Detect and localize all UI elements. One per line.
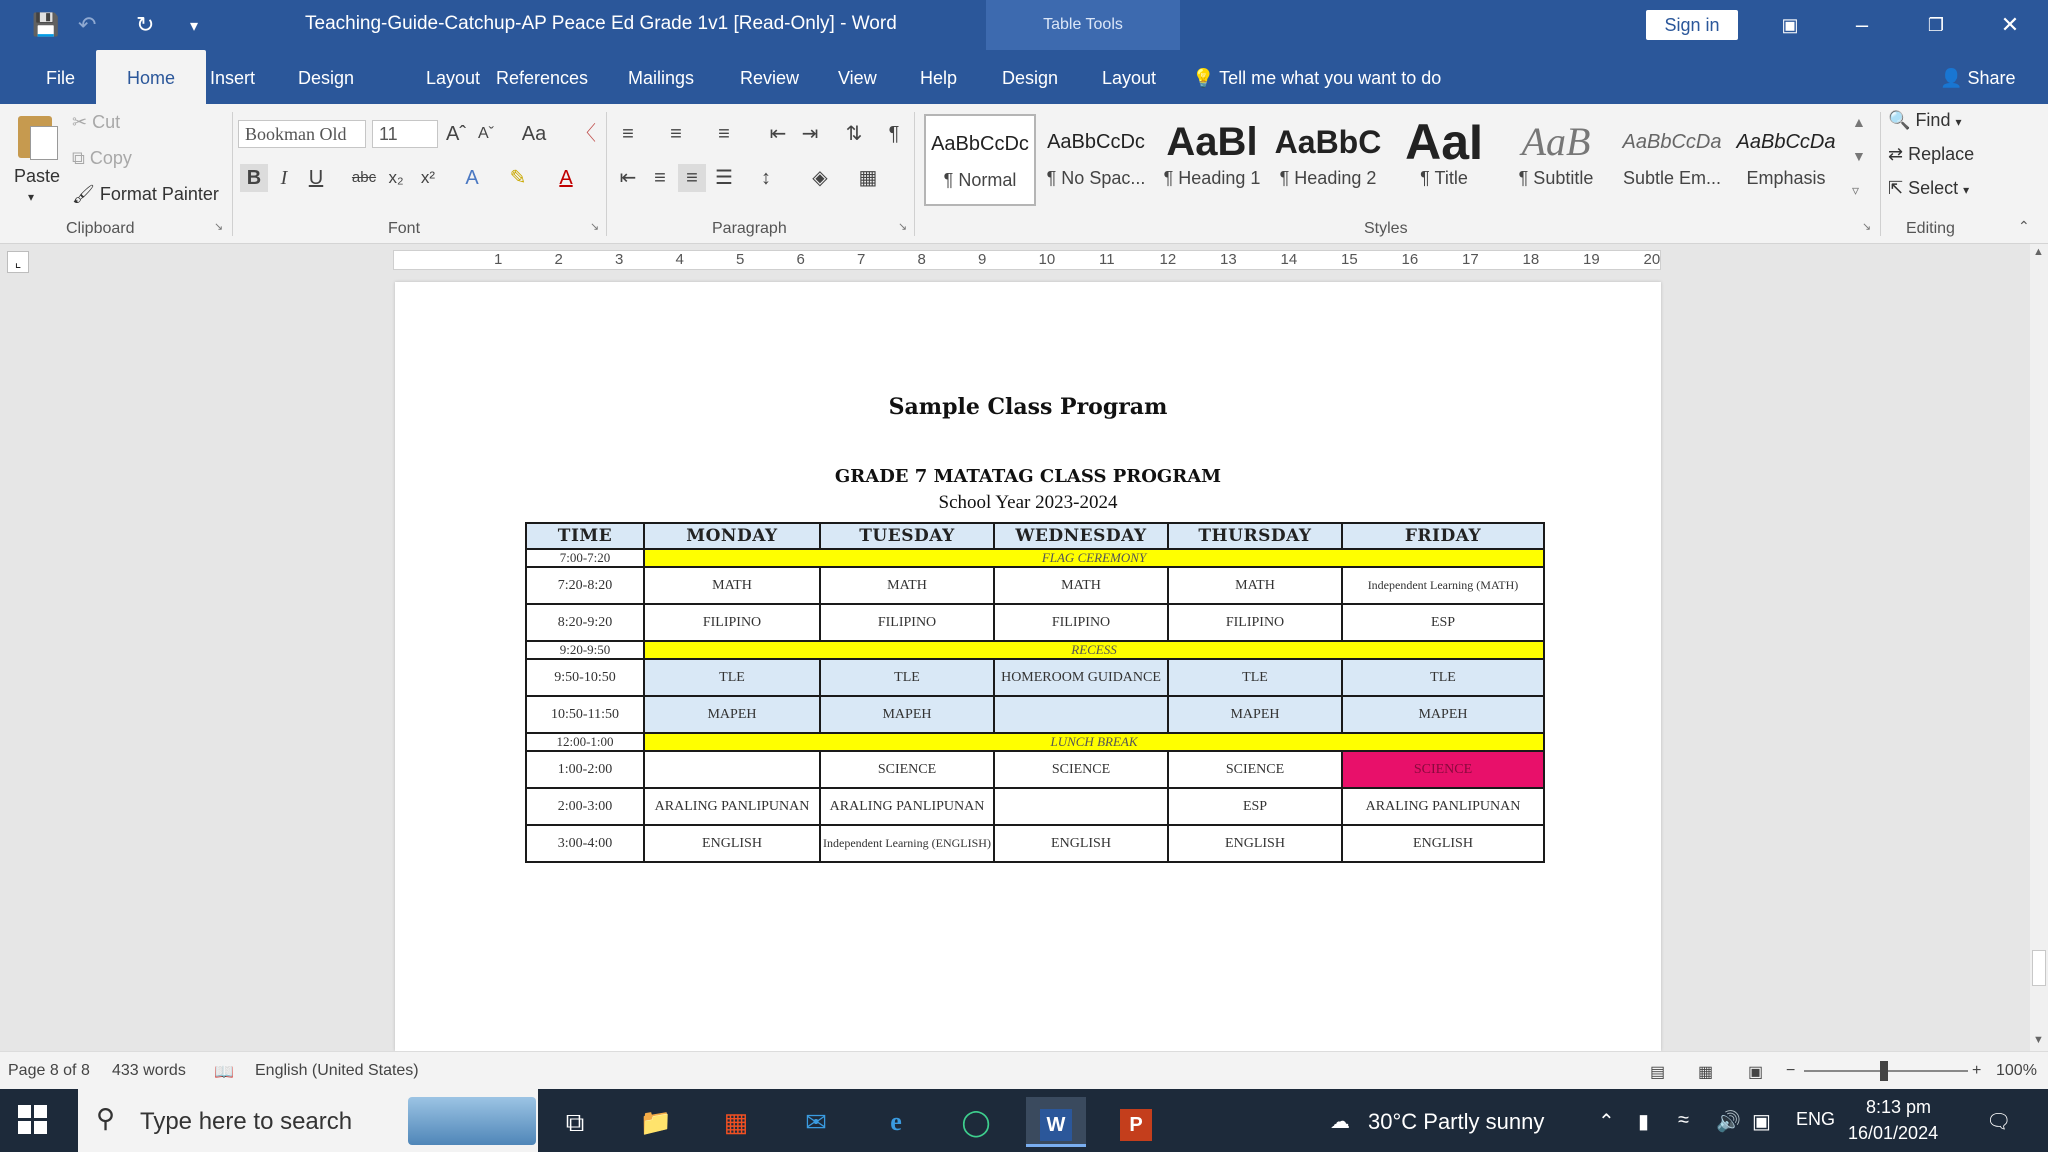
status-bar (0, 1051, 2048, 1089)
tab-insert[interactable]: Insert (210, 68, 256, 88)
taskbar-search-box[interactable] (78, 1089, 538, 1152)
ruler-number: 4 (675, 251, 684, 268)
zoom-out-icon[interactable]: − (1786, 1062, 1796, 1079)
styles-scroll-down-icon[interactable]: ▼ (1852, 148, 1866, 164)
vertical-scrollbar[interactable] (2030, 244, 2048, 1051)
ruler-number: 1 (494, 251, 503, 268)
school-year: School Year 2023-2024 (938, 492, 1118, 513)
grow-font-icon[interactable]: Aˆ (446, 123, 466, 145)
subject-cell[interactable]: SCIENCE (1168, 751, 1342, 788)
divider (1880, 112, 1881, 236)
subject-cell[interactable]: ENGLISH (1168, 825, 1342, 862)
save-icon[interactable]: 💾 (32, 12, 60, 37)
windows-start-icon[interactable] (18, 1105, 48, 1135)
scroll-down-icon[interactable]: ▼ (2033, 1034, 2044, 1046)
time-cell[interactable]: 7:00-7:20 (526, 549, 644, 567)
style-preview: AaBbCcDc (931, 133, 1029, 155)
tell-me-label: Tell me what you want to do (1219, 68, 1442, 88)
word-logo: W (1040, 1109, 1072, 1141)
font-launcher-icon[interactable]: ↘ (590, 221, 600, 233)
subject-cell[interactable]: ESP (1342, 604, 1544, 641)
ruler-number: 5 (736, 251, 745, 268)
time-cell[interactable]: 10:50-11:50 (526, 696, 644, 733)
find-button[interactable] (1888, 110, 1962, 131)
table-row (526, 788, 1544, 825)
styles-more-icon[interactable]: ▿ (1852, 182, 1860, 198)
search-placeholder: Type here to search (140, 1108, 353, 1135)
column-header[interactable]: TUESDAY (820, 523, 994, 549)
font-label: Font (388, 220, 421, 237)
edge-icon[interactable]: ◯ (961, 1107, 991, 1137)
brush-icon: 🖌 (72, 184, 95, 204)
ribbon (0, 104, 2048, 244)
subject-cell[interactable]: ENGLISH (644, 825, 820, 862)
ribbon-tabs (0, 50, 2048, 104)
cut-label: Cut (92, 112, 121, 132)
clipboard-label: Clipboard (66, 220, 135, 237)
style-emphasis[interactable] (1730, 114, 1842, 206)
style-subtitle[interactable] (1500, 114, 1612, 206)
scroll-thumb[interactable] (2032, 950, 2046, 986)
tab-home[interactable]: Home (96, 50, 206, 104)
subject-cell[interactable]: HOMEROOM GUIDANCE (994, 659, 1168, 696)
clear-formatting-icon[interactable]: 〈 (576, 123, 596, 145)
subject-cell[interactable] (644, 751, 820, 788)
style-preview: AaB (1521, 119, 1591, 164)
paste-dropdown-icon[interactable]: ▾ (28, 190, 35, 204)
time-cell[interactable]: 3:00-4:00 (526, 825, 644, 862)
copy-button[interactable] (72, 148, 132, 169)
time-cell[interactable]: 1:00-2:00 (526, 751, 644, 788)
subject-cell[interactable]: MATH (1168, 567, 1342, 604)
subject-cell[interactable]: ARALING PANLIPUNAN (1342, 788, 1544, 825)
wifi-icon[interactable]: ≈ (1678, 1109, 1689, 1131)
lightbulb-icon: 💡 (1192, 68, 1215, 88)
subject-cell[interactable]: ESP (1168, 788, 1342, 825)
chevron-down-icon: ▾ (1963, 183, 1970, 197)
subject-cell[interactable] (994, 696, 1168, 733)
column-header[interactable]: TIME (526, 523, 644, 549)
subject-cell[interactable]: SCIENCE (1342, 751, 1544, 788)
style-preview: AaBbCcDc (1047, 131, 1145, 153)
time-cell[interactable]: 9:50-10:50 (526, 659, 644, 696)
replace-button[interactable] (1888, 144, 1974, 165)
close-button[interactable]: ✕ (2000, 12, 2020, 37)
styles-scroll-up-icon[interactable]: ▲ (1852, 114, 1866, 130)
style-name: ¶ Title (1420, 168, 1468, 188)
select-label: Select (1908, 178, 1959, 198)
subject-cell[interactable]: TLE (1168, 659, 1342, 696)
style-name: ¶ Heading 2 (1279, 168, 1377, 188)
table-row (526, 751, 1544, 788)
show-formatting-icon[interactable]: ¶ (888, 123, 900, 145)
zoom-slider-thumb[interactable] (1880, 1061, 1888, 1081)
tab-references[interactable]: References (496, 68, 589, 88)
ruler-number: 18 (1522, 251, 1540, 268)
time-cell[interactable]: 9:20-9:50 (526, 641, 644, 659)
select-button[interactable] (1888, 178, 1969, 199)
format-painter-button[interactable] (72, 184, 219, 205)
table-tools-label: Table Tools (986, 0, 1180, 50)
share-label: Share (1967, 68, 2016, 88)
scroll-up-icon[interactable]: ▲ (2033, 246, 2044, 258)
powerpoint-logo: P (1120, 1109, 1152, 1141)
person-icon: 👤 (1940, 68, 1963, 88)
document-area (0, 276, 2030, 1051)
search-highlight-image (408, 1097, 536, 1145)
read-mode-icon[interactable]: ▤ (1650, 1064, 1666, 1081)
decrease-indent-icon[interactable]: ⇤ (769, 123, 787, 145)
style-preview: AaBbCcDa (1736, 131, 1836, 153)
table-header-row (526, 523, 1544, 549)
microsoft-store-icon[interactable]: ▦ (723, 1107, 749, 1137)
styles-launcher-icon[interactable]: ↘ (1862, 221, 1872, 233)
change-case-button[interactable]: Aa (521, 123, 547, 145)
ribbon-display-options-icon[interactable]: ▣ (1781, 15, 1799, 35)
style-heading-2[interactable] (1272, 114, 1384, 206)
column-header[interactable]: MONDAY (644, 523, 820, 549)
subject-cell[interactable]: FILIPINO (820, 604, 994, 641)
subject-cell[interactable]: MATH (820, 567, 994, 604)
subject-cell[interactable]: MATH (994, 567, 1168, 604)
styles-label: Styles (1364, 220, 1408, 237)
volume-icon[interactable]: 🔊 (1716, 1111, 1741, 1133)
find-label: Find (1915, 110, 1951, 130)
style-no-spacing[interactable] (1040, 114, 1152, 206)
subject-cell[interactable]: ENGLISH (1342, 825, 1544, 862)
break-band-cell[interactable]: LUNCH BREAK (644, 733, 1544, 751)
clipboard-launcher-icon[interactable]: ↘ (214, 221, 224, 233)
taskbar (0, 1089, 2048, 1152)
subject-cell[interactable]: ARALING PANLIPUNAN (644, 788, 820, 825)
subject-cell[interactable]: MAPEH (644, 696, 820, 733)
subject-cell[interactable]: TLE (820, 659, 994, 696)
time-cell[interactable]: 2:00-3:00 (526, 788, 644, 825)
zoom-level[interactable]: 100% (1996, 1062, 2037, 1079)
subject-cell[interactable]: FILIPINO (994, 604, 1168, 641)
document-page[interactable] (395, 282, 1661, 1051)
ruler-number: 11 (1099, 251, 1115, 268)
column-header[interactable]: WEDNESDAY (994, 523, 1168, 549)
ruler-number: 15 (1341, 251, 1358, 268)
word-count[interactable]: 433 words (112, 1062, 186, 1079)
table-row (526, 696, 1544, 733)
notifications-icon[interactable]: 🗨 (1986, 1111, 2012, 1133)
subject-cell[interactable]: MATH (644, 567, 820, 604)
paragraph-launcher-icon[interactable]: ↘ (898, 221, 908, 233)
ruler-area (0, 244, 2048, 276)
numbering-icon[interactable]: ≡ (670, 123, 682, 145)
restore-button[interactable]: ❐ (1927, 15, 1945, 35)
minimize-button[interactable]: – (1855, 12, 1869, 37)
italic-icon[interactable]: I (280, 167, 288, 189)
line-spacing-icon[interactable]: ↕ (761, 167, 771, 189)
align-center-icon[interactable]: ≡ (654, 167, 666, 189)
word-icon[interactable] (1026, 1097, 1086, 1147)
justify-icon[interactable]: ☰ (715, 167, 733, 189)
bullets-icon[interactable]: ≡ (622, 123, 634, 145)
replace-icon: ⇄ (1888, 144, 1904, 164)
weather-icon[interactable]: ☁ (1330, 1111, 1350, 1133)
mail-icon[interactable]: ✉ (805, 1107, 827, 1137)
divider (232, 112, 233, 236)
style-name: ¶ Heading 1 (1163, 168, 1261, 188)
undo-icon[interactable]: ↶ (78, 12, 97, 37)
ruler-number: 19 (1583, 251, 1600, 268)
title-bar (0, 0, 2048, 50)
tab-review[interactable]: Review (740, 68, 800, 88)
align-right-icon[interactable]: ≡ (678, 164, 706, 192)
subject-cell[interactable]: MAPEH (1342, 696, 1544, 733)
replace-label: Replace (1908, 144, 1975, 164)
subject-cell[interactable]: FILIPINO (644, 604, 820, 641)
tab-mailings[interactable]: Mailings (628, 68, 695, 88)
tab-table-design[interactable]: Design (1002, 68, 1059, 88)
task-view-icon[interactable]: ⧉ (565, 1107, 585, 1137)
tab-layout[interactable]: Layout (426, 68, 481, 88)
font-size-input[interactable]: 11 (372, 120, 438, 148)
style-title[interactable] (1388, 114, 1500, 206)
ruler-number: 13 (1220, 251, 1237, 268)
horizontal-ruler[interactable] (393, 250, 1661, 270)
table-row (526, 567, 1544, 604)
tab-table-layout[interactable]: Layout (1102, 68, 1157, 88)
cursor-icon: ⇱ (1888, 178, 1904, 198)
customize-qat-icon[interactable]: ▾ (190, 18, 199, 35)
divider (606, 112, 607, 236)
time-cell[interactable]: 7:20-8:20 (526, 567, 644, 604)
style-preview: AaBbCcDa (1622, 131, 1722, 153)
subject-cell[interactable]: MAPEH (1168, 696, 1342, 733)
web-layout-icon[interactable]: ▣ (1748, 1064, 1764, 1081)
text-effects-icon[interactable]: A (465, 167, 479, 189)
subject-cell[interactable]: ARALING PANLIPUNAN (820, 788, 994, 825)
copy-label: Copy (89, 148, 132, 168)
sort-icon[interactable]: ⇅ (845, 123, 863, 145)
ruler-number: 7 (857, 251, 866, 268)
format-painter-label: Format Painter (99, 184, 219, 204)
style-preview: AaBl (1166, 120, 1258, 164)
show-hidden-icons[interactable]: ⌃ (1598, 1111, 1615, 1133)
input-language[interactable]: ENG (1796, 1109, 1836, 1129)
ruler-number: 16 (1401, 251, 1419, 268)
style-normal[interactable] (924, 114, 1036, 206)
style-preview: AaI (1405, 114, 1483, 168)
ruler-number: 10 (1038, 251, 1056, 268)
shading-icon[interactable]: ◈ (812, 167, 828, 189)
time-cell[interactable]: 12:00-1:00 (526, 733, 644, 751)
update-icon[interactable]: ▣ (1752, 1111, 1771, 1133)
paragraph-label: Paragraph (712, 220, 787, 237)
superscript-icon[interactable]: x² (420, 168, 436, 187)
tab-help[interactable]: Help (920, 68, 958, 88)
tab-selector-icon[interactable]: ⌞ (7, 251, 29, 273)
subject-cell[interactable]: TLE (1342, 659, 1544, 696)
clock-time[interactable]: 8:13 pm (1866, 1097, 1932, 1117)
cut-button[interactable] (72, 112, 120, 133)
window-title: Teaching-Guide-Catchup-AP Peace Ed Grade 1v1 [Read-Only] - Word (305, 13, 897, 34)
collapse-ribbon-icon[interactable]: ⌃ (2018, 218, 2030, 234)
sign-in-button[interactable]: Sign in (1646, 10, 1738, 40)
subject-cell[interactable]: TLE (644, 659, 820, 696)
style-name: Subtle Em... (1622, 168, 1722, 188)
subject-cell[interactable]: MAPEH (820, 696, 994, 733)
highlight-icon[interactable]: ✎ (509, 167, 527, 189)
font-name-input[interactable]: Bookman Old (238, 120, 366, 148)
proofing-icon[interactable]: 📖 (214, 1064, 234, 1081)
file-explorer-icon[interactable]: 📁 (639, 1107, 673, 1137)
subject-cell[interactable]: Independent Learning (ENGLISH) (820, 825, 994, 862)
subject-cell[interactable] (994, 788, 1168, 825)
language-indicator[interactable]: English (United States) (255, 1062, 419, 1079)
style-name: ¶ Subtitle (1518, 168, 1594, 188)
increase-indent-icon[interactable]: ⇥ (801, 123, 819, 145)
table-row (526, 733, 1544, 751)
ruler-number: 6 (796, 251, 805, 268)
tell-me-search[interactable] (1192, 50, 1441, 104)
table-row (526, 825, 1544, 862)
redo-icon[interactable]: ↻ (136, 12, 155, 37)
time-cell[interactable]: 8:20-9:20 (526, 604, 644, 641)
subject-cell[interactable]: FILIPINO (1168, 604, 1342, 641)
table-row (526, 641, 1544, 659)
break-band-cell[interactable]: RECESS (644, 641, 1544, 659)
shrink-font-icon[interactable]: Aˇ (478, 125, 494, 142)
paste-button[interactable]: Paste (14, 166, 61, 186)
subject-cell[interactable]: SCIENCE (994, 751, 1168, 788)
align-left-icon[interactable]: ⇤ (619, 167, 637, 189)
subject-cell[interactable]: ENGLISH (994, 825, 1168, 862)
ruler-number: 12 (1159, 251, 1177, 268)
editing-label: Editing (1906, 220, 1955, 237)
copy-icon: ⧉ (72, 148, 85, 168)
column-header[interactable]: THURSDAY (1168, 523, 1342, 549)
style-subtle-emphasis[interactable] (1616, 114, 1728, 206)
ruler-number: 3 (615, 251, 624, 268)
share-button[interactable] (1940, 50, 2015, 104)
internet-explorer-icon[interactable]: e (890, 1107, 902, 1136)
tab-design[interactable]: Design (298, 68, 355, 88)
search-icon: ⚲ (96, 1103, 116, 1133)
subscript-icon[interactable]: x₂ (388, 168, 404, 187)
clock-date[interactable]: 16/01/2024 (1848, 1123, 1939, 1143)
zoom-in-icon[interactable]: + (1972, 1062, 1982, 1079)
ruler-number: 9 (978, 251, 987, 268)
multilevel-list-icon[interactable]: ≡ (718, 123, 730, 145)
ruler-number: 2 (554, 251, 563, 268)
column-header[interactable]: FRIDAY (1342, 523, 1544, 549)
weather-text[interactable]: 30°C Partly sunny (1368, 1109, 1545, 1134)
strikethrough-icon[interactable]: abc (351, 169, 377, 186)
style-name: Emphasis (1746, 168, 1826, 188)
scissors-icon: ✂ (72, 112, 88, 132)
table-row (526, 549, 1544, 567)
subject-cell[interactable]: Independent Learning (MATH) (1342, 567, 1544, 604)
ruler-number: 17 (1462, 251, 1479, 268)
underline-icon[interactable]: U (308, 167, 324, 189)
style-name: ¶ Normal (943, 170, 1017, 190)
bold-icon[interactable]: B (240, 164, 268, 192)
table-row (526, 604, 1544, 641)
ruler-number: 20 (1643, 251, 1661, 268)
tab-view[interactable]: View (838, 68, 877, 88)
borders-icon[interactable]: ▦ (858, 167, 878, 189)
style-name: ¶ No Spac... (1046, 168, 1146, 188)
program-title: GRADE 7 MATATAG CLASS PROGRAM (834, 466, 1222, 487)
battery-icon[interactable]: ▮ (1638, 1111, 1650, 1133)
ruler-number: 14 (1280, 251, 1298, 268)
chevron-down-icon: ▾ (1955, 115, 1962, 129)
print-layout-icon[interactable]: ▦ (1698, 1064, 1714, 1081)
powerpoint-icon[interactable] (1106, 1097, 1166, 1147)
break-band-cell[interactable]: FLAG CEREMONY (644, 549, 1544, 567)
table-row (526, 659, 1544, 696)
divider (914, 112, 915, 236)
subject-cell[interactable]: SCIENCE (820, 751, 994, 788)
tab-file[interactable]: File (46, 68, 76, 88)
style-preview: AaBbC (1274, 124, 1382, 160)
class-schedule-table[interactable] (525, 522, 1545, 863)
page-heading: Sample Class Program (888, 394, 1168, 420)
font-color-icon[interactable]: A (559, 167, 573, 189)
search-icon: 🔍 (1888, 110, 1911, 130)
style-heading-1[interactable] (1156, 114, 1268, 206)
paste-icon[interactable] (14, 110, 60, 160)
page-count[interactable]: Page 8 of 8 (8, 1062, 90, 1079)
ruler-number: 8 (917, 251, 926, 268)
